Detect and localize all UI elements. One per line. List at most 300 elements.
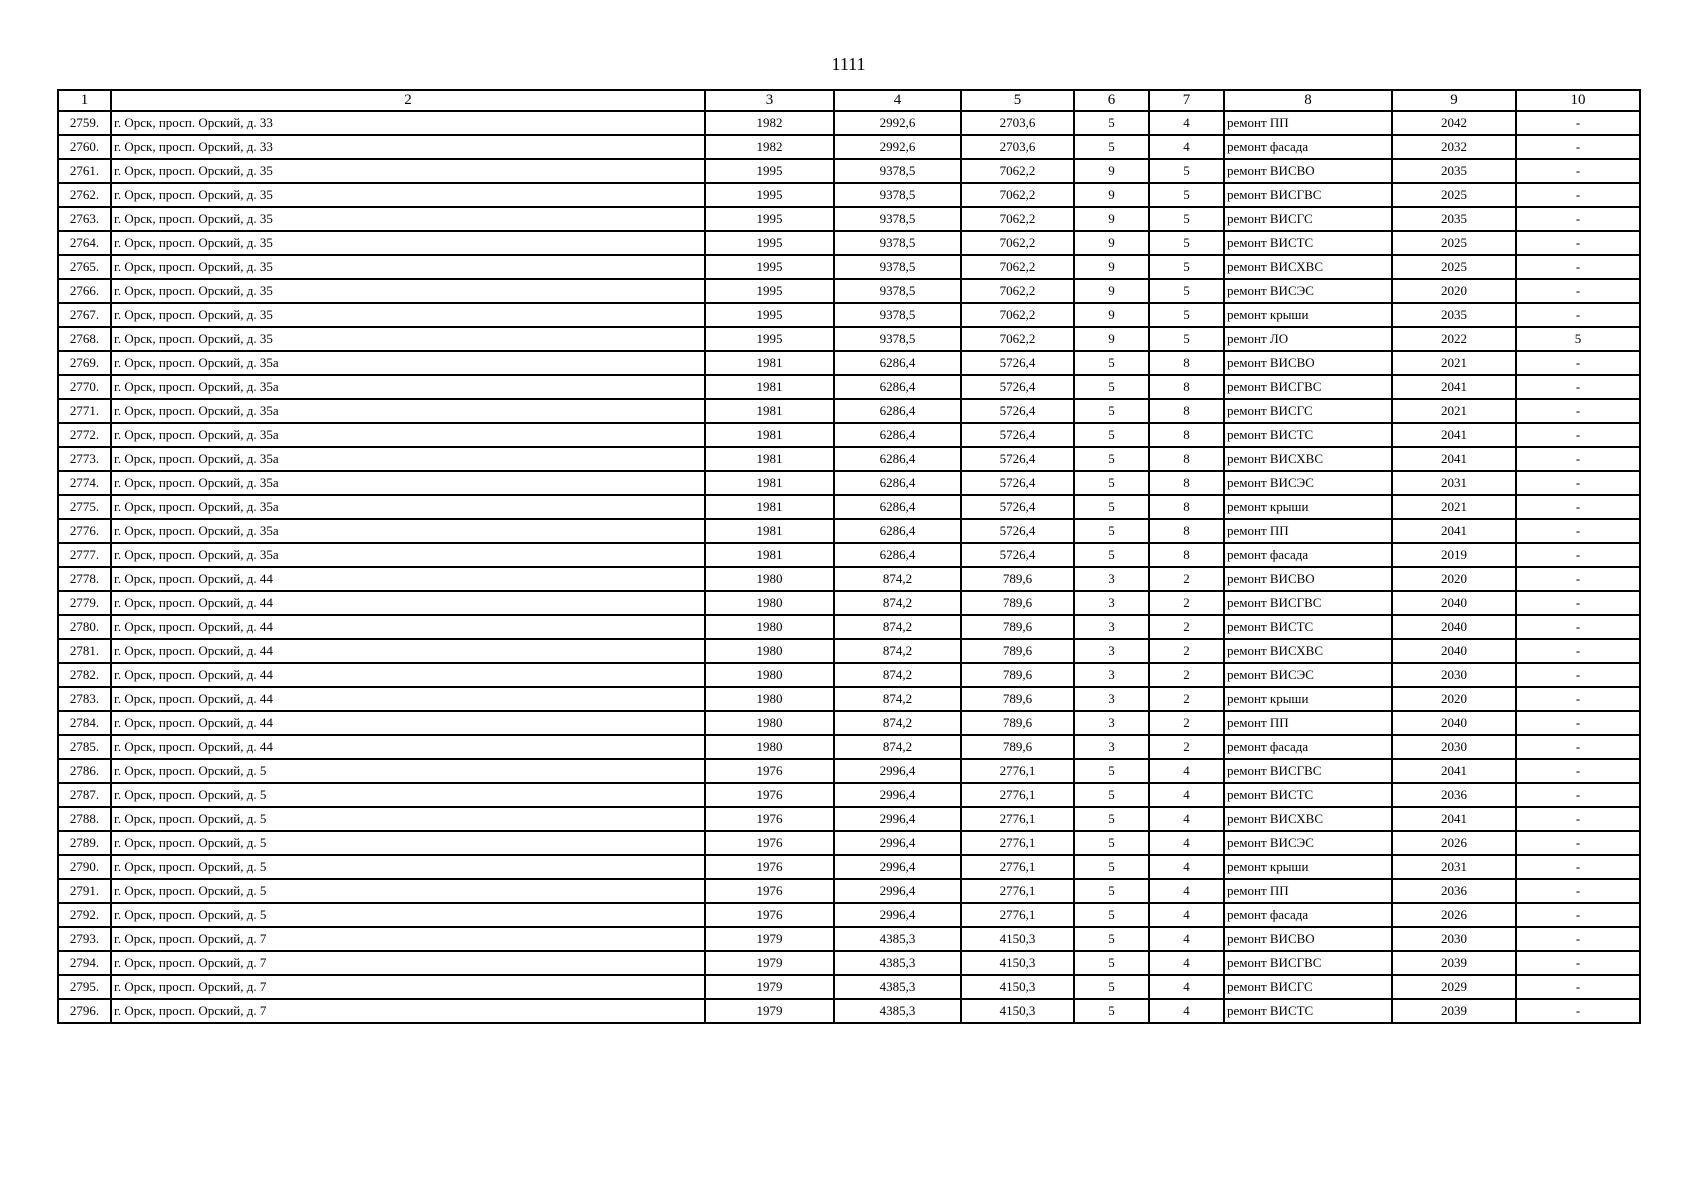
note-cell: -: [1516, 903, 1640, 927]
work-type-cell: ремонт ВИСЭС: [1224, 663, 1392, 687]
work-type-cell: ремонт ВИСГВС: [1224, 759, 1392, 783]
table-row: [58, 255, 1640, 279]
note-cell: -: [1516, 711, 1640, 735]
living-area-cell: 789,6: [961, 711, 1074, 735]
column-header: 6: [1074, 90, 1149, 111]
entrances-cell: 2: [1149, 663, 1224, 687]
row-number-cell: 2767.: [58, 303, 111, 327]
living-area-cell: 5726,4: [961, 495, 1074, 519]
planned-year-cell: 2041: [1392, 759, 1516, 783]
row-number-cell: 2791.: [58, 879, 111, 903]
total-area-cell: 6286,4: [834, 375, 961, 399]
work-type-cell: ремонт ВИСЭС: [1224, 471, 1392, 495]
address-cell: г. Орск, просп. Орский, д. 5: [111, 903, 705, 927]
table-row: [58, 999, 1640, 1023]
row-number-cell: 2760.: [58, 135, 111, 159]
entrances-cell: 8: [1149, 543, 1224, 567]
note-cell: -: [1516, 735, 1640, 759]
living-area-cell: 789,6: [961, 615, 1074, 639]
living-area-cell: 789,6: [961, 639, 1074, 663]
planned-year-cell: 2041: [1392, 375, 1516, 399]
table-row: [58, 135, 1640, 159]
entrances-cell: 4: [1149, 759, 1224, 783]
work-type-cell: ремонт ВИСГВС: [1224, 951, 1392, 975]
note-cell: -: [1516, 111, 1640, 135]
row-number-cell: 2775.: [58, 495, 111, 519]
floors-cell: 5: [1074, 423, 1149, 447]
work-type-cell: ремонт ВИСТС: [1224, 231, 1392, 255]
table-row: [58, 519, 1640, 543]
total-area-cell: 874,2: [834, 639, 961, 663]
row-number-cell: 2781.: [58, 639, 111, 663]
living-area-cell: 5726,4: [961, 375, 1074, 399]
planned-year-cell: 2025: [1392, 231, 1516, 255]
planned-year-cell: 2032: [1392, 135, 1516, 159]
total-area-cell: 2992,6: [834, 135, 961, 159]
planned-year-cell: 2025: [1392, 183, 1516, 207]
row-number-cell: 2766.: [58, 279, 111, 303]
row-number-cell: 2789.: [58, 831, 111, 855]
entrances-cell: 5: [1149, 207, 1224, 231]
work-type-cell: ремонт крыши: [1224, 855, 1392, 879]
row-number-cell: 2783.: [58, 687, 111, 711]
planned-year-cell: 2021: [1392, 351, 1516, 375]
table-row: [58, 615, 1640, 639]
work-type-cell: ремонт ВИСТС: [1224, 783, 1392, 807]
note-cell: -: [1516, 567, 1640, 591]
total-area-cell: 2996,4: [834, 855, 961, 879]
floors-cell: 3: [1074, 711, 1149, 735]
note-cell: -: [1516, 687, 1640, 711]
total-area-cell: 4385,3: [834, 999, 961, 1023]
address-cell: г. Орск, просп. Орский, д. 44: [111, 591, 705, 615]
address-cell: г. Орск, просп. Орский, д. 5: [111, 783, 705, 807]
year-cell: 1981: [705, 351, 834, 375]
work-type-cell: ремонт ВИСЭС: [1224, 831, 1392, 855]
table-row: [58, 855, 1640, 879]
table-row: [58, 183, 1640, 207]
table-row: [58, 303, 1640, 327]
note-cell: -: [1516, 927, 1640, 951]
work-type-cell: ремонт ВИСТС: [1224, 999, 1392, 1023]
year-cell: 1979: [705, 999, 834, 1023]
table-row: [58, 423, 1640, 447]
year-cell: 1979: [705, 951, 834, 975]
address-cell: г. Орск, просп. Орский, д. 35а: [111, 399, 705, 423]
work-type-cell: ремонт ВИСХВС: [1224, 807, 1392, 831]
row-number-cell: 2765.: [58, 255, 111, 279]
floors-cell: 9: [1074, 183, 1149, 207]
row-number-cell: 2788.: [58, 807, 111, 831]
entrances-cell: 5: [1149, 183, 1224, 207]
work-type-cell: ремонт ВИСВО: [1224, 351, 1392, 375]
table-row: [58, 375, 1640, 399]
address-cell: г. Орск, просп. Орский, д. 33: [111, 111, 705, 135]
floors-cell: 9: [1074, 207, 1149, 231]
table-row: [58, 951, 1640, 975]
total-area-cell: 6286,4: [834, 471, 961, 495]
column-header: 3: [705, 90, 834, 111]
table-row: [58, 807, 1640, 831]
row-number-cell: 2768.: [58, 327, 111, 351]
work-type-cell: ремонт фасада: [1224, 903, 1392, 927]
living-area-cell: 2776,1: [961, 831, 1074, 855]
work-type-cell: ремонт ЛО: [1224, 327, 1392, 351]
planned-year-cell: 2040: [1392, 591, 1516, 615]
total-area-cell: 2996,4: [834, 807, 961, 831]
note-cell: -: [1516, 255, 1640, 279]
floors-cell: 5: [1074, 471, 1149, 495]
floors-cell: 5: [1074, 999, 1149, 1023]
work-type-cell: ремонт крыши: [1224, 303, 1392, 327]
work-type-cell: ремонт ВИСХВС: [1224, 639, 1392, 663]
address-cell: г. Орск, просп. Орский, д. 35а: [111, 375, 705, 399]
living-area-cell: 7062,2: [961, 303, 1074, 327]
row-number-cell: 2762.: [58, 183, 111, 207]
work-type-cell: ремонт ВИСХВС: [1224, 255, 1392, 279]
year-cell: 1995: [705, 279, 834, 303]
living-area-cell: 2703,6: [961, 111, 1074, 135]
row-number-cell: 2784.: [58, 711, 111, 735]
total-area-cell: 9378,5: [834, 279, 961, 303]
header-row: [58, 90, 1640, 111]
planned-year-cell: 2042: [1392, 111, 1516, 135]
living-area-cell: 5726,4: [961, 543, 1074, 567]
entrances-cell: 2: [1149, 711, 1224, 735]
row-number-cell: 2795.: [58, 975, 111, 999]
planned-year-cell: 2039: [1392, 999, 1516, 1023]
year-cell: 1979: [705, 975, 834, 999]
row-number-cell: 2778.: [58, 567, 111, 591]
address-cell: г. Орск, просп. Орский, д. 35а: [111, 423, 705, 447]
note-cell: -: [1516, 831, 1640, 855]
note-cell: -: [1516, 975, 1640, 999]
total-area-cell: 874,2: [834, 735, 961, 759]
planned-year-cell: 2036: [1392, 879, 1516, 903]
year-cell: 1995: [705, 327, 834, 351]
year-cell: 1980: [705, 663, 834, 687]
floors-cell: 5: [1074, 951, 1149, 975]
table-row: [58, 783, 1640, 807]
living-area-cell: 789,6: [961, 663, 1074, 687]
floors-cell: 5: [1074, 807, 1149, 831]
total-area-cell: 6286,4: [834, 495, 961, 519]
work-type-cell: ремонт ВИСТС: [1224, 423, 1392, 447]
living-area-cell: 2703,6: [961, 135, 1074, 159]
note-cell: -: [1516, 879, 1640, 903]
year-cell: 1976: [705, 903, 834, 927]
year-cell: 1981: [705, 495, 834, 519]
floors-cell: 5: [1074, 879, 1149, 903]
table-row: [58, 111, 1640, 135]
work-type-cell: ремонт ВИСВО: [1224, 159, 1392, 183]
row-number-cell: 2774.: [58, 471, 111, 495]
living-area-cell: 789,6: [961, 591, 1074, 615]
table-row: [58, 159, 1640, 183]
planned-year-cell: 2041: [1392, 423, 1516, 447]
address-cell: г. Орск, просп. Орский, д. 35а: [111, 495, 705, 519]
row-number-cell: 2770.: [58, 375, 111, 399]
floors-cell: 5: [1074, 111, 1149, 135]
address-cell: г. Орск, просп. Орский, д. 33: [111, 135, 705, 159]
planned-year-cell: 2020: [1392, 279, 1516, 303]
repair-program-table: [57, 89, 1641, 1024]
planned-year-cell: 2031: [1392, 855, 1516, 879]
row-number-cell: 2771.: [58, 399, 111, 423]
row-number-cell: 2793.: [58, 927, 111, 951]
note-cell: -: [1516, 591, 1640, 615]
year-cell: 1981: [705, 399, 834, 423]
note-cell: -: [1516, 279, 1640, 303]
work-type-cell: ремонт ВИСЭС: [1224, 279, 1392, 303]
work-type-cell: ремонт ВИСГВС: [1224, 375, 1392, 399]
address-cell: г. Орск, просп. Орский, д. 35: [111, 231, 705, 255]
note-cell: -: [1516, 231, 1640, 255]
table-row: [58, 639, 1640, 663]
floors-cell: 9: [1074, 159, 1149, 183]
floors-cell: 5: [1074, 351, 1149, 375]
year-cell: 1995: [705, 183, 834, 207]
living-area-cell: 7062,2: [961, 159, 1074, 183]
address-cell: г. Орск, просп. Орский, д. 35а: [111, 447, 705, 471]
year-cell: 1981: [705, 543, 834, 567]
work-type-cell: ремонт ПП: [1224, 111, 1392, 135]
planned-year-cell: 2031: [1392, 471, 1516, 495]
living-area-cell: 5726,4: [961, 519, 1074, 543]
table-row: [58, 735, 1640, 759]
work-type-cell: ремонт ВИСГВС: [1224, 591, 1392, 615]
address-cell: г. Орск, просп. Орский, д. 35: [111, 327, 705, 351]
row-number-cell: 2764.: [58, 231, 111, 255]
entrances-cell: 5: [1149, 159, 1224, 183]
row-number-cell: 2785.: [58, 735, 111, 759]
entrances-cell: 4: [1149, 855, 1224, 879]
floors-cell: 9: [1074, 303, 1149, 327]
total-area-cell: 2996,4: [834, 903, 961, 927]
living-area-cell: 7062,2: [961, 207, 1074, 231]
total-area-cell: 6286,4: [834, 519, 961, 543]
total-area-cell: 9378,5: [834, 255, 961, 279]
entrances-cell: 2: [1149, 615, 1224, 639]
table-row: [58, 591, 1640, 615]
total-area-cell: 874,2: [834, 615, 961, 639]
address-cell: г. Орск, просп. Орский, д. 35: [111, 183, 705, 207]
note-cell: 5: [1516, 327, 1640, 351]
floors-cell: 5: [1074, 543, 1149, 567]
year-cell: 1981: [705, 375, 834, 399]
address-cell: г. Орск, просп. Орский, д. 5: [111, 831, 705, 855]
address-cell: г. Орск, просп. Орский, д. 44: [111, 567, 705, 591]
floors-cell: 5: [1074, 783, 1149, 807]
work-type-cell: ремонт ВИСВО: [1224, 567, 1392, 591]
row-number-cell: 2779.: [58, 591, 111, 615]
row-number-cell: 2796.: [58, 999, 111, 1023]
table-row: [58, 975, 1640, 999]
entrances-cell: 5: [1149, 303, 1224, 327]
table-row: [58, 663, 1640, 687]
year-cell: 1981: [705, 519, 834, 543]
floors-cell: 3: [1074, 591, 1149, 615]
column-header: 9: [1392, 90, 1516, 111]
living-area-cell: 2776,1: [961, 807, 1074, 831]
note-cell: -: [1516, 159, 1640, 183]
table-row: [58, 903, 1640, 927]
living-area-cell: 7062,2: [961, 279, 1074, 303]
floors-cell: 3: [1074, 735, 1149, 759]
year-cell: 1981: [705, 423, 834, 447]
planned-year-cell: 2041: [1392, 519, 1516, 543]
work-type-cell: ремонт ВИСГС: [1224, 207, 1392, 231]
table-row: [58, 471, 1640, 495]
note-cell: -: [1516, 351, 1640, 375]
floors-cell: 5: [1074, 903, 1149, 927]
address-cell: г. Орск, просп. Орский, д. 44: [111, 663, 705, 687]
note-cell: -: [1516, 447, 1640, 471]
year-cell: 1976: [705, 855, 834, 879]
year-cell: 1980: [705, 615, 834, 639]
address-cell: г. Орск, просп. Орский, д. 7: [111, 927, 705, 951]
entrances-cell: 2: [1149, 639, 1224, 663]
table-row: [58, 207, 1640, 231]
address-cell: г. Орск, просп. Орский, д. 5: [111, 879, 705, 903]
total-area-cell: 874,2: [834, 687, 961, 711]
living-area-cell: 2776,1: [961, 855, 1074, 879]
address-cell: г. Орск, просп. Орский, д. 5: [111, 807, 705, 831]
work-type-cell: ремонт ПП: [1224, 711, 1392, 735]
note-cell: -: [1516, 495, 1640, 519]
planned-year-cell: 2036: [1392, 783, 1516, 807]
living-area-cell: 5726,4: [961, 447, 1074, 471]
table-row: [58, 927, 1640, 951]
work-type-cell: ремонт ВИСГВС: [1224, 183, 1392, 207]
row-number-cell: 2777.: [58, 543, 111, 567]
total-area-cell: 9378,5: [834, 159, 961, 183]
row-number-cell: 2790.: [58, 855, 111, 879]
table-row: [58, 279, 1640, 303]
work-type-cell: ремонт ВИСГС: [1224, 975, 1392, 999]
row-number-cell: 2761.: [58, 159, 111, 183]
year-cell: 1976: [705, 807, 834, 831]
row-number-cell: 2772.: [58, 423, 111, 447]
row-number-cell: 2787.: [58, 783, 111, 807]
year-cell: 1995: [705, 159, 834, 183]
planned-year-cell: 2026: [1392, 831, 1516, 855]
page-number: 1111: [831, 54, 866, 74]
table-row: [58, 687, 1640, 711]
entrances-cell: 5: [1149, 279, 1224, 303]
planned-year-cell: 2030: [1392, 927, 1516, 951]
row-number-cell: 2792.: [58, 903, 111, 927]
total-area-cell: 9378,5: [834, 207, 961, 231]
floors-cell: 5: [1074, 975, 1149, 999]
work-type-cell: ремонт ВИСВО: [1224, 927, 1392, 951]
living-area-cell: 5726,4: [961, 423, 1074, 447]
planned-year-cell: 2040: [1392, 639, 1516, 663]
total-area-cell: 4385,3: [834, 927, 961, 951]
note-cell: -: [1516, 999, 1640, 1023]
planned-year-cell: 2021: [1392, 495, 1516, 519]
table-row: [58, 351, 1640, 375]
total-area-cell: 2996,4: [834, 783, 961, 807]
entrances-cell: 5: [1149, 327, 1224, 351]
table-row: [58, 831, 1640, 855]
year-cell: 1995: [705, 255, 834, 279]
row-number-cell: 2759.: [58, 111, 111, 135]
work-type-cell: ремонт ВИСТС: [1224, 615, 1392, 639]
year-cell: 1976: [705, 783, 834, 807]
year-cell: 1979: [705, 927, 834, 951]
address-cell: г. Орск, просп. Орский, д. 44: [111, 735, 705, 759]
column-header: 8: [1224, 90, 1392, 111]
note-cell: -: [1516, 543, 1640, 567]
living-area-cell: 789,6: [961, 567, 1074, 591]
entrances-cell: 2: [1149, 591, 1224, 615]
address-cell: г. Орск, просп. Орский, д. 35а: [111, 351, 705, 375]
row-number-cell: 2763.: [58, 207, 111, 231]
year-cell: 1980: [705, 567, 834, 591]
total-area-cell: 2996,4: [834, 879, 961, 903]
row-number-cell: 2773.: [58, 447, 111, 471]
note-cell: -: [1516, 855, 1640, 879]
work-type-cell: ремонт ВИСГС: [1224, 399, 1392, 423]
total-area-cell: 874,2: [834, 567, 961, 591]
table-row: [58, 231, 1640, 255]
work-type-cell: ремонт ПП: [1224, 879, 1392, 903]
year-cell: 1995: [705, 231, 834, 255]
floors-cell: 5: [1074, 519, 1149, 543]
planned-year-cell: 2030: [1392, 735, 1516, 759]
address-cell: г. Орск, просп. Орский, д. 35а: [111, 543, 705, 567]
row-number-cell: 2786.: [58, 759, 111, 783]
work-type-cell: ремонт ПП: [1224, 519, 1392, 543]
floors-cell: 9: [1074, 255, 1149, 279]
total-area-cell: 9378,5: [834, 303, 961, 327]
entrances-cell: 4: [1149, 975, 1224, 999]
living-area-cell: 7062,2: [961, 183, 1074, 207]
total-area-cell: 4385,3: [834, 975, 961, 999]
total-area-cell: 874,2: [834, 711, 961, 735]
address-cell: г. Орск, просп. Орский, д. 35: [111, 255, 705, 279]
entrances-cell: 4: [1149, 807, 1224, 831]
note-cell: -: [1516, 663, 1640, 687]
planned-year-cell: 2039: [1392, 951, 1516, 975]
floors-cell: 3: [1074, 567, 1149, 591]
year-cell: 1995: [705, 207, 834, 231]
address-cell: г. Орск, просп. Орский, д. 44: [111, 711, 705, 735]
floors-cell: 5: [1074, 495, 1149, 519]
planned-year-cell: 2020: [1392, 687, 1516, 711]
living-area-cell: 2776,1: [961, 903, 1074, 927]
year-cell: 1980: [705, 639, 834, 663]
entrances-cell: 4: [1149, 111, 1224, 135]
entrances-cell: 2: [1149, 567, 1224, 591]
living-area-cell: 4150,3: [961, 999, 1074, 1023]
note-cell: -: [1516, 639, 1640, 663]
planned-year-cell: 2035: [1392, 303, 1516, 327]
address-cell: г. Орск, просп. Орский, д. 35: [111, 207, 705, 231]
floors-cell: 3: [1074, 639, 1149, 663]
planned-year-cell: 2035: [1392, 207, 1516, 231]
planned-year-cell: 2026: [1392, 903, 1516, 927]
floors-cell: 9: [1074, 231, 1149, 255]
entrances-cell: 8: [1149, 519, 1224, 543]
total-area-cell: 6286,4: [834, 399, 961, 423]
row-number-cell: 2794.: [58, 951, 111, 975]
living-area-cell: 4150,3: [961, 975, 1074, 999]
planned-year-cell: 2035: [1392, 159, 1516, 183]
note-cell: -: [1516, 519, 1640, 543]
note-cell: -: [1516, 303, 1640, 327]
